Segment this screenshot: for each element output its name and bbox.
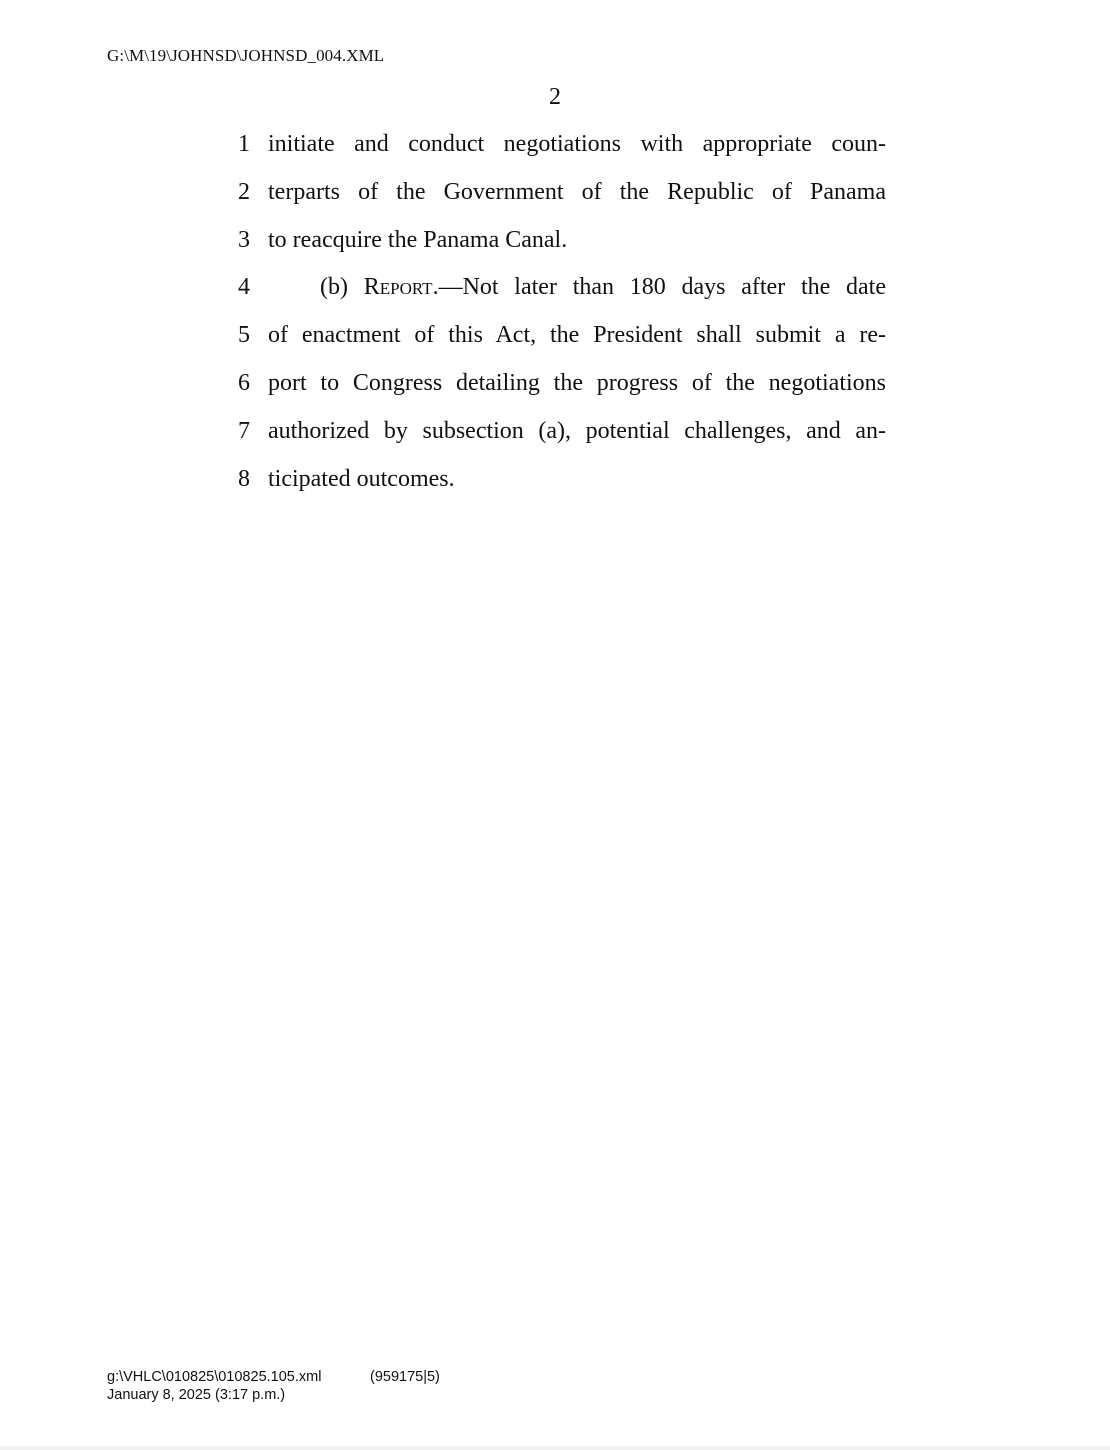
line-number: 7	[238, 418, 250, 444]
line-text: authorized by subsection (a), potential challenges, and an-	[268, 418, 886, 444]
line-text: ticipated outcomes.	[268, 466, 455, 492]
footer-info	[107, 1368, 321, 1404]
line-text: port to Congress detailing the progress of the negotiations	[268, 370, 886, 396]
bill-line	[0, 459, 1110, 499]
bill-line	[0, 124, 1110, 164]
line-number: 5	[238, 322, 250, 348]
line-number: 8	[238, 466, 250, 492]
line-text: terparts of the Government of the Republic of Panama	[268, 179, 886, 205]
line-number: 6	[238, 370, 250, 396]
line-text: of enactment of this Act, the President shall submit a re-	[268, 322, 886, 348]
bill-line	[0, 411, 1110, 451]
subsection-heading: Report	[363, 274, 433, 300]
line-number: 1	[238, 131, 250, 157]
subsection-text: .—Not later than 180 days after the date	[432, 274, 886, 300]
footer-xml-path: g:\VHLC\010825\010825.105.xml	[107, 1369, 322, 1385]
bill-line	[0, 315, 1110, 355]
bill-line	[0, 363, 1110, 403]
bill-line	[0, 172, 1110, 212]
footer-document-code: (959175|5)	[370, 1369, 440, 1385]
line-number: 4	[238, 274, 250, 300]
line-text: to reacquire the Panama Canal.	[268, 227, 568, 253]
bill-line	[0, 267, 1110, 307]
line-text	[320, 267, 886, 307]
page-number: 2	[549, 84, 561, 110]
footer-timestamp: January 8, 2025 (3:17 p.m.)	[107, 1387, 286, 1403]
header-file-path: G:\M\19\JOHNSD\JOHNSD_004.XML	[107, 46, 385, 65]
line-text: initiate and conduct negotiations with appropriate coun-	[268, 131, 886, 157]
subsection-label: (b)	[320, 274, 364, 300]
line-number: 3	[238, 227, 250, 253]
line-number: 2	[238, 179, 250, 205]
page-bottom-edge	[0, 1446, 1110, 1450]
bill-line	[0, 220, 1110, 260]
